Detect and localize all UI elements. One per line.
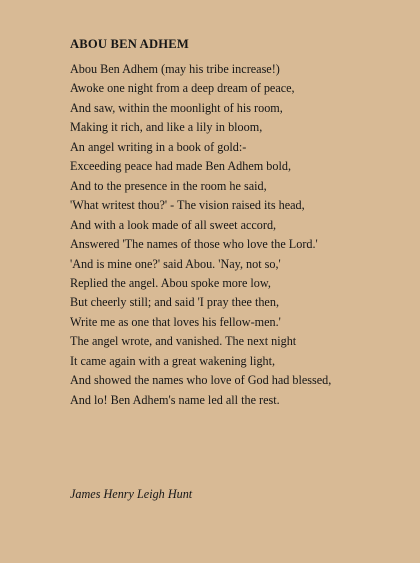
poem [70, 36, 410, 410]
poem-line: But cheerly still; and said 'I pray thee then, [70, 295, 279, 310]
poem-line: Replied the angel. Abou spoke more low, [70, 275, 271, 290]
poem-title: ABOU BEN ADHEM [70, 37, 189, 51]
poem-line: 'What writest thou?' - The vision raised its head, [70, 198, 305, 213]
poem-line: And to the presence in the room he said, [70, 178, 267, 193]
poem-line: 'And is mine one?' said Abou. 'Nay, not so,' [70, 256, 281, 271]
poem-line: And showed the names who love of God had blessed, [70, 373, 332, 388]
poem-line: Making it rich, and like a lily in bloom, [70, 120, 263, 135]
poem-line: And saw, within the moonlight of his room, [70, 100, 283, 115]
poem-line: Awoke one night from a deep dream of peace, [70, 81, 295, 96]
poem-line: Answered 'The names of those who love the Lord.' [70, 237, 318, 252]
poem-line: The angel wrote, and vanished. The next night [70, 334, 297, 349]
poem-line: Write me as one that loves his fellow-men.' [70, 314, 281, 329]
poem-line: Abou Ben Adhem (may his tribe increase!) [70, 62, 280, 76]
poem-line: Exceeding peace had made Ben Adhem bold, [70, 159, 291, 174]
poem-line: And with a look made of all sweet accord, [70, 217, 277, 232]
poem-lines [70, 60, 410, 410]
poem-line: And lo! Ben Adhem's name led all the rest. [70, 392, 280, 407]
poem-line: An angel writing in a book of gold:- [70, 139, 247, 154]
poem-author: James Henry Leigh Hunt [70, 487, 193, 501]
poem-line: It came again with a great wakening light, [70, 353, 276, 368]
